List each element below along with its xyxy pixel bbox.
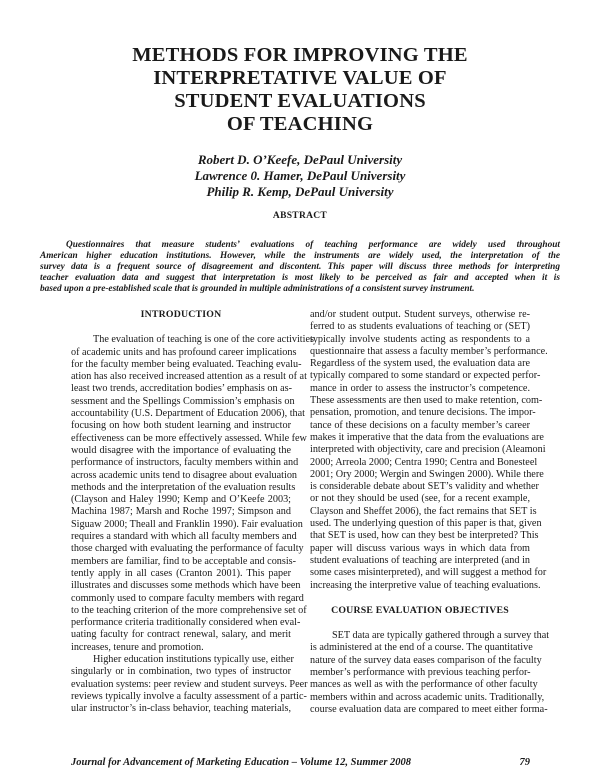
left-column — [71, 309, 314, 716]
paragraph — [71, 334, 314, 654]
author-list — [0, 152, 600, 200]
text-line: of academic units and has profound career implications — [71, 346, 297, 358]
text-line: increases, tenure and promotion. — [71, 641, 204, 653]
section-heading: COURSE EVALUATION OBJECTIVES — [331, 604, 509, 616]
text-line: sessment and the Spellings Commission’s emphasis on — [71, 395, 295, 407]
text-line: methods and the interpretation of the evaluation results — [71, 481, 296, 493]
abstract-line: Questionnaires that measure students’ evaluations of teaching performance are widely used throughout — [66, 240, 560, 250]
text-line: used. The underlying question of this paper is that, given — [310, 518, 542, 530]
text-line: would disagree with the importance of evaluating the — [71, 444, 291, 456]
section-heading: INTRODUCTION — [140, 309, 222, 320]
text-line: Clayson and Sheffet 2006), the fact remains that SET is — [310, 505, 537, 517]
text-line: questionnaire that assess a faculty member’s performance. — [310, 345, 548, 357]
text-line: The evaluation of teaching is one of the core activities — [93, 334, 314, 346]
text-line: or not they should be used (see, for a recent example, — [310, 493, 530, 505]
text-line: is considerable debate about SET’s validity and whether — [310, 481, 539, 493]
text-line: across academic units tend to disagree about evaluation — [71, 469, 298, 481]
text-line: for the faculty member being evaluated. Teaching evalu- — [71, 358, 302, 370]
text-line: (Clayson and Haley 1990; Kemp and O’Keefe 2003; — [71, 494, 291, 506]
text-line: effectiveness can be more effectively assessed. While few — [71, 432, 307, 444]
text-line: is administered at the end of a course. The quantitative — [310, 642, 533, 654]
text-line: performance criteria traditionally considered when eval- — [71, 617, 301, 629]
text-line: tance of these decisions on a faculty member’s career — [310, 419, 530, 431]
text-line: typically compared to some standard or expected perfor- — [310, 370, 541, 382]
text-line: mances as well as with the performance of other faculty — [310, 679, 538, 691]
text-line: 2001; Ory 2000; Wergin and Swingen 2000). While there — [310, 468, 544, 480]
page-footer — [71, 757, 530, 768]
text-line: 2000; Arreola 2000; Centra 1990; Centra and Bonesteel — [310, 456, 538, 468]
text-line: mance in order to assess the instructor’s competence. — [310, 382, 530, 394]
text-line: Siguaw 2000; Theall and Franklin 1990). Fair evaluation — [71, 518, 303, 530]
text-line: accountability (U.S. Department of Education 2006), that — [71, 408, 305, 420]
journal-citation: Journal for Advancement of Marketing Education – Volume 12, Summer 2008 — [71, 757, 412, 768]
text-line: commonly used to compare faculty members with regard — [71, 592, 304, 604]
abstract-heading: ABSTRACT — [272, 211, 328, 221]
paragraph — [71, 654, 308, 715]
author-line: Philip R. Kemp, DePaul University — [206, 184, 394, 199]
text-line: that SET is used, how can they best be interpreted? This — [310, 530, 539, 542]
text-line: uating faculty for contract renewal, salary, and merit — [71, 629, 291, 641]
paragraph — [310, 309, 548, 592]
text-line: illustrates and discusses some methods which have been — [71, 580, 301, 592]
text-line: and/or student output. Student surveys, otherwise re- — [310, 309, 530, 320]
text-line: interpreted with objectivity, care and precision (Aleamoni — [310, 444, 546, 456]
abstract-line: American higher education institutions. However, while the instruments are widely used, the interpretation of the — [40, 251, 560, 262]
text-line: nature of the survey data eases comparison of the faculty — [310, 654, 542, 666]
title-line: OF TEACHING — [226, 113, 374, 135]
text-line: focusing on how both student learning and instructor — [71, 420, 291, 432]
spacer — [310, 592, 530, 605]
text-line: increasing the interpretive value of teaching evaluations. — [310, 579, 541, 591]
text-line: ferred to as students evaluations of teaching or (SET) — [310, 321, 530, 333]
author-line: Robert D. O’Keefe, DePaul University — [197, 152, 403, 167]
text-line: members are familiar, find to be acceptable and consis- — [71, 555, 297, 567]
paper-title — [0, 44, 600, 136]
text-line: Regardless of the system used, the evaluation data are — [310, 358, 530, 370]
text-line: to the teaching criterion of the more comprehensive set of — [71, 604, 307, 616]
text-line: SET data are typically gathered through a survey that — [332, 630, 550, 642]
text-line: tently apply in all cases (Cranton 2001). This paper — [71, 567, 291, 579]
paragraph — [310, 630, 550, 716]
abstract-line: survey data is a frequent source of disagreement and discontent. This paper will discuss three methods for interpreting — [40, 262, 560, 273]
text-line: student evaluations of teaching are interpreted (and in — [310, 554, 530, 566]
text-line: ation has also received increased attention as a result of at — [71, 371, 307, 383]
text-line: members within and across academic units. Traditionally, — [310, 691, 545, 703]
author-line: Lawrence 0. Hamer, DePaul University — [194, 168, 406, 183]
title-line: INTERPRETATIVE VALUE OF — [153, 67, 447, 89]
text-line: typically involve students acting as respondents to a — [310, 333, 530, 345]
title-line: METHODS FOR IMPROVING THE — [132, 44, 468, 66]
text-line: Higher education institutions typically use, either — [93, 654, 294, 666]
text-line: makes it imperative that the data from the evaluations are — [310, 431, 544, 443]
text-line: those charged with evaluating the performance of faculty — [71, 543, 304, 555]
text-line: performance of instructors, faculty members within and — [71, 457, 299, 469]
right-column — [310, 309, 550, 716]
abstract-line: based upon a pre-established scale that is grounded in multiple administrations of a consistent survey instrument. — [40, 284, 475, 295]
spacer — [310, 617, 530, 630]
spacer — [71, 321, 291, 334]
text-line: reviews typically involve a faculty assessment of a partic- — [71, 690, 307, 702]
text-line: requires a standard with which all faculty members and — [71, 531, 297, 543]
text-line: paper will discuss various ways in which data from — [310, 542, 530, 554]
abstract-body — [40, 240, 560, 295]
text-line: least two trends, accreditation bodies’ emphasis on as- — [71, 383, 293, 395]
text-line: singularly or in combination, two types of instructor — [71, 666, 291, 678]
text-line: Machina 1987; Marsh and Roche 1997; Simpson and — [71, 506, 291, 518]
text-line: some cases misinterpreted), and will suggest a method for — [310, 567, 547, 579]
text-line: pensation, promotion, and tenure decisions. The impor- — [310, 407, 536, 419]
text-line: evaluation systems: peer review and student surveys. Peer — [71, 678, 308, 690]
text-line: course evaluation data are compared to meet either forma- — [310, 703, 548, 715]
page-number: 79 — [519, 757, 530, 768]
abstract-line: teacher evaluation data and suggest that interpretation is most likely to be perceived as fair and accepted when it is — [40, 273, 560, 284]
text-line: These assessments are then used to make retention, com- — [310, 395, 543, 407]
text-line: member’s performance with previous teaching perfor- — [310, 667, 531, 679]
title-line: STUDENT EVALUATIONS — [174, 90, 426, 112]
text-line: ular instructor’s in-class behavior, teaching materials, — [71, 703, 291, 715]
